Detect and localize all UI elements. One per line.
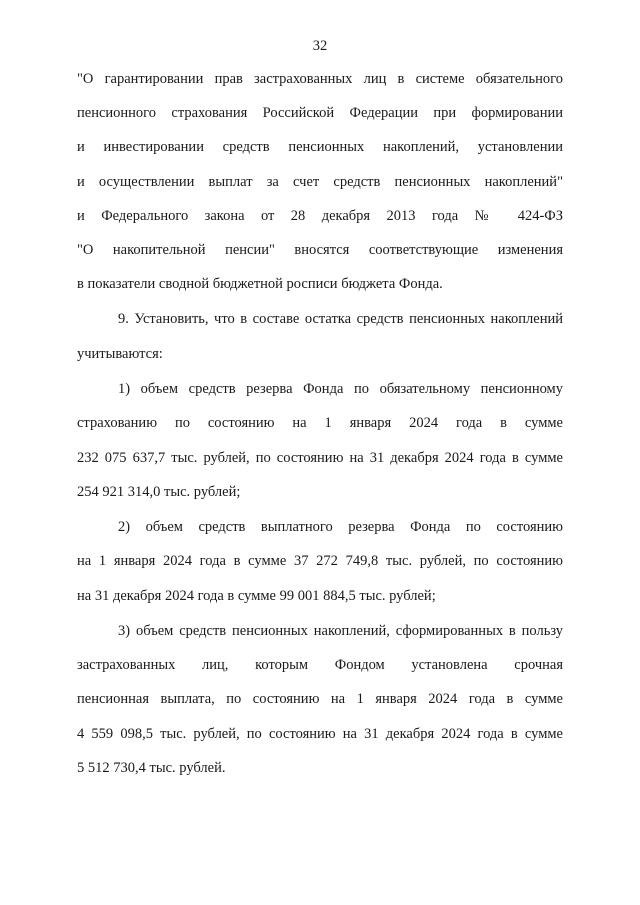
text-line: учитываются: <box>77 346 163 362</box>
page-number: 32 <box>312 38 328 54</box>
text-line: 232 075 637,7 тыс. рублей, по состоянию на 31 декабря 2024 года в сумме <box>77 450 563 466</box>
text-line: пенсионного страхования Российской Федерации при формировании <box>77 105 563 121</box>
text-line: на 1 января 2024 года в сумме 37 272 749,8 тыс. рублей, по состоянию <box>77 553 563 569</box>
text-line: 5 512 730,4 тыс. рублей. <box>77 760 226 776</box>
text-line: 254 921 314,0 тыс. рублей; <box>77 484 241 500</box>
text-line: на 31 декабря 2024 года в сумме 99 001 884,5 тыс. рублей; <box>77 588 436 604</box>
text-line: 2) объем средств выплатного резерва Фонда по состоянию <box>118 519 563 535</box>
text-line: 9. Установить, что в составе остатка средств пенсионных накоплений <box>118 311 563 327</box>
text-line: 1) объем средств резерва Фонда по обязательному пенсионному <box>118 381 563 397</box>
text-line: 4 559 098,5 тыс. рублей, по состоянию на 31 декабря 2024 года в сумме <box>77 726 563 742</box>
text-line: и инвестировании средств пенсионных накоплений, установлении <box>77 139 563 155</box>
text-line: "О гарантировании прав застрахованных лиц в системе обязательного <box>77 71 563 87</box>
text-line: в показатели сводной бюджетной росписи бюджета Фонда. <box>77 276 443 292</box>
text-line: страхованию по состоянию на 1 января 2024 года в сумме <box>77 415 563 431</box>
text-line: и осуществлении выплат за счет средств пенсионных накоплений" <box>77 174 563 190</box>
text-line: застрахованных лиц, которым Фондом установлена срочная <box>77 657 563 673</box>
text-line: и Федерального закона от 28 декабря 2013 года № 424-ФЗ <box>77 208 563 224</box>
text-line: "О накопительной пенсии" вносятся соответствующие изменения <box>77 242 563 258</box>
text-line: 3) объем средств пенсионных накоплений, сформированных в пользу <box>118 623 563 639</box>
text-line: пенсионная выплата, по состоянию на 1 января 2024 года в сумме <box>77 691 563 707</box>
